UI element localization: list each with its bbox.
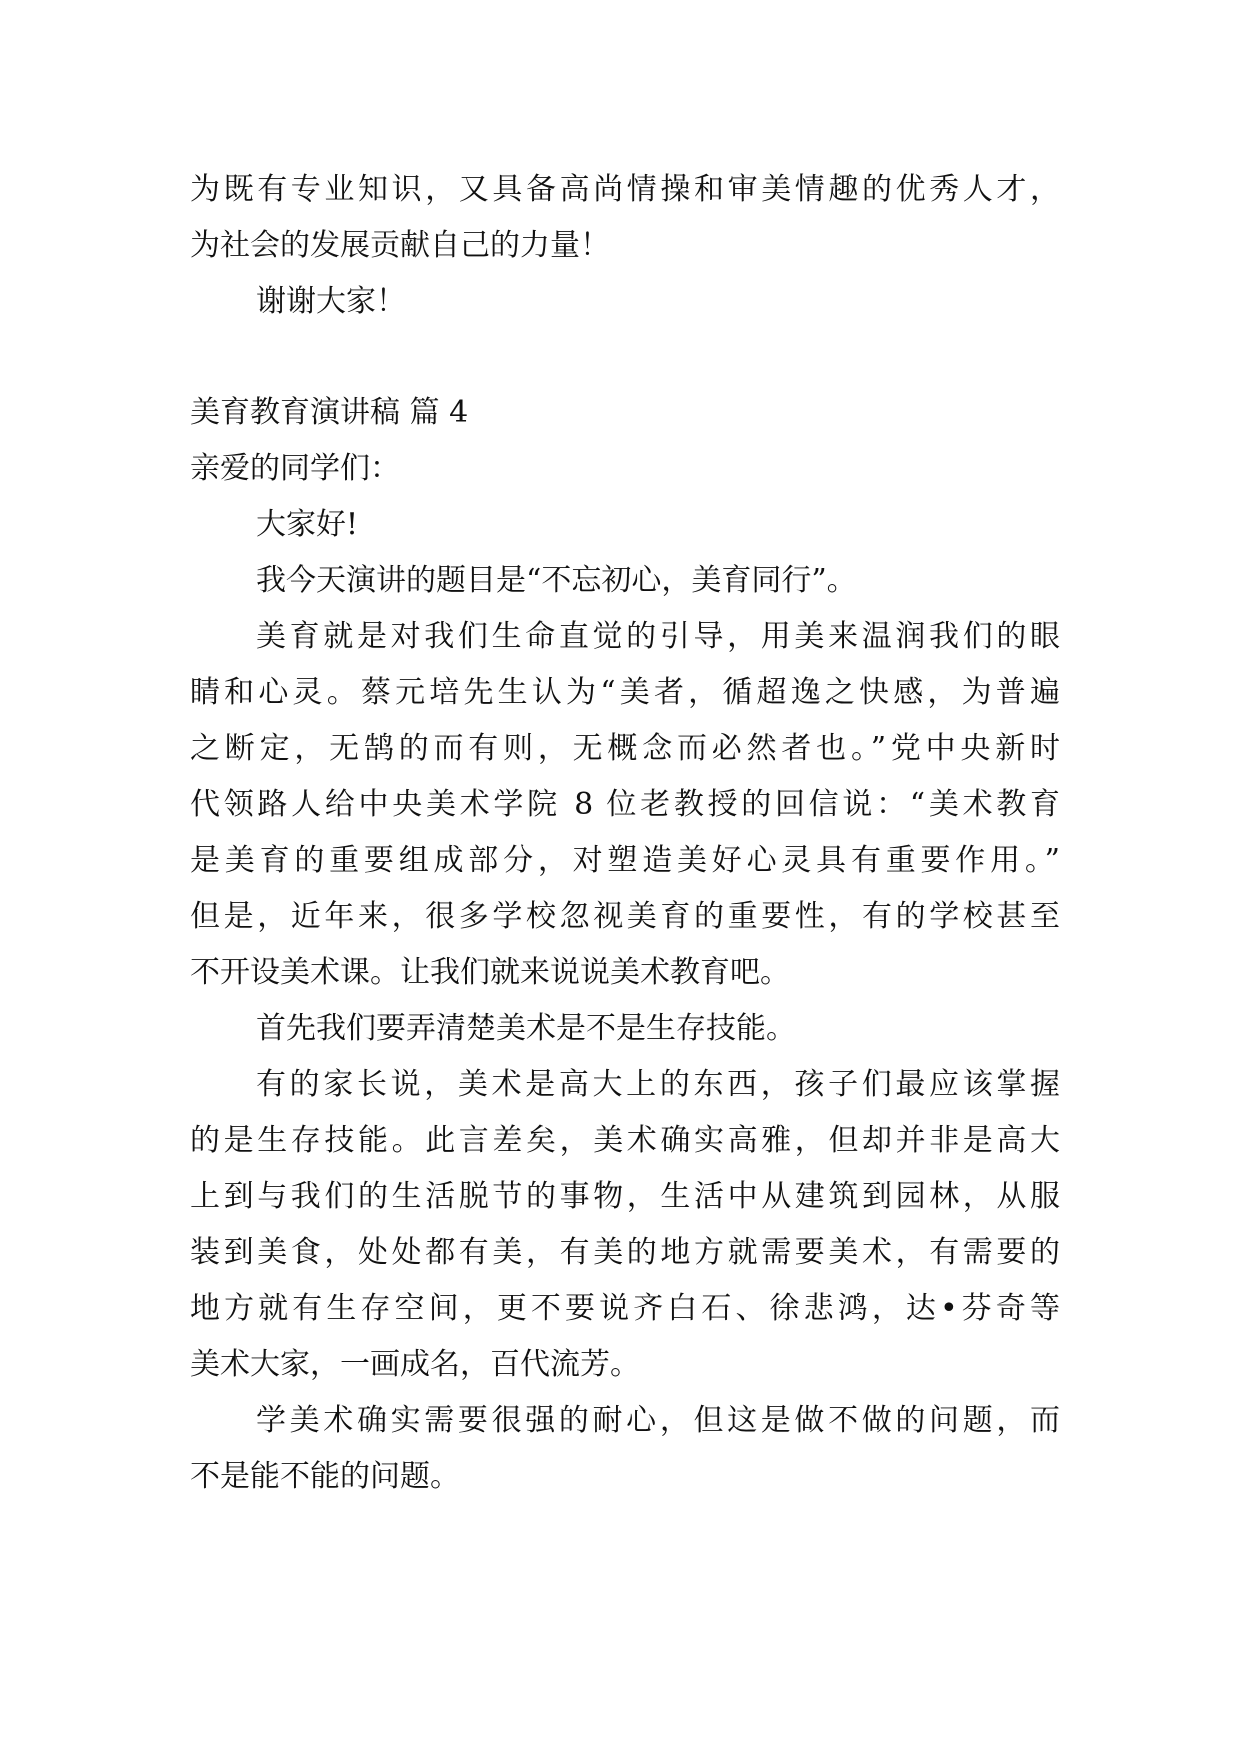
- paragraph-line: 是美育的重要组成部分，对塑造美好心灵具有重要作用。”: [190, 843, 1060, 878]
- paragraph-line: 装到美食，处处都有美，有美的地方就需要美术，有需要的: [190, 1235, 1060, 1270]
- salutation: 亲爱的同学们：: [190, 451, 400, 486]
- paragraph-line: 美术大家，一画成名，百代流芳。: [190, 1347, 640, 1382]
- paragraph-line: 不是能不能的问题。: [190, 1459, 460, 1494]
- paragraph-line: 地方就有生存空间，更不要说齐白石、徐悲鸿，达•芬奇等: [190, 1291, 1060, 1326]
- paragraph-line: 睛和心灵。蔡元培先生认为“美者，循超逸之快感，为普遍: [190, 675, 1060, 710]
- paragraph-line: 美育就是对我们生命直觉的引导，用美来温润我们的眼: [256, 619, 1060, 654]
- paragraph-line: 之断定，无鹄的而有则，无概念而必然者也。”党中央新时: [190, 731, 1060, 766]
- text-line: 为社会的发展贡献自己的力量！: [190, 228, 610, 263]
- paragraph-line: 上到与我们的生活脱节的事物，生活中从建筑到园林，从服: [190, 1179, 1060, 1214]
- section-title: 美育教育演讲稿 篇 4: [190, 395, 469, 430]
- paragraph-line: 但是，近年来，很多学校忽视美育的重要性，有的学校甚至: [190, 899, 1060, 934]
- paragraph-line: 首先我们要弄清楚美术是不是生存技能。: [256, 1011, 796, 1046]
- greeting: 大家好!: [256, 507, 359, 542]
- paragraph-line: 不开设美术课。让我们就来说说美术教育吧。: [190, 955, 790, 990]
- paragraph-line: 有的家长说，美术是高大上的东西，孩子们最应该掌握: [256, 1067, 1060, 1102]
- paragraph-line: 的是生存技能。此言差矣，美术确实高雅，但却并非是高大: [190, 1123, 1060, 1158]
- text-line: 为既有专业知识，又具备高尚情操和审美情趣的优秀人才，: [190, 172, 1060, 207]
- speech-topic: 我今天演讲的题目是“不忘初心，美育同行”。: [256, 563, 857, 598]
- paragraph-line: 学美术确实需要很强的耐心，但这是做不做的问题，而: [256, 1403, 1060, 1438]
- closing-thanks: 谢谢大家！: [256, 284, 406, 319]
- paragraph-line: 代领路人给中央美术学院 8 位老教授的回信说：“美术教育: [190, 787, 1060, 822]
